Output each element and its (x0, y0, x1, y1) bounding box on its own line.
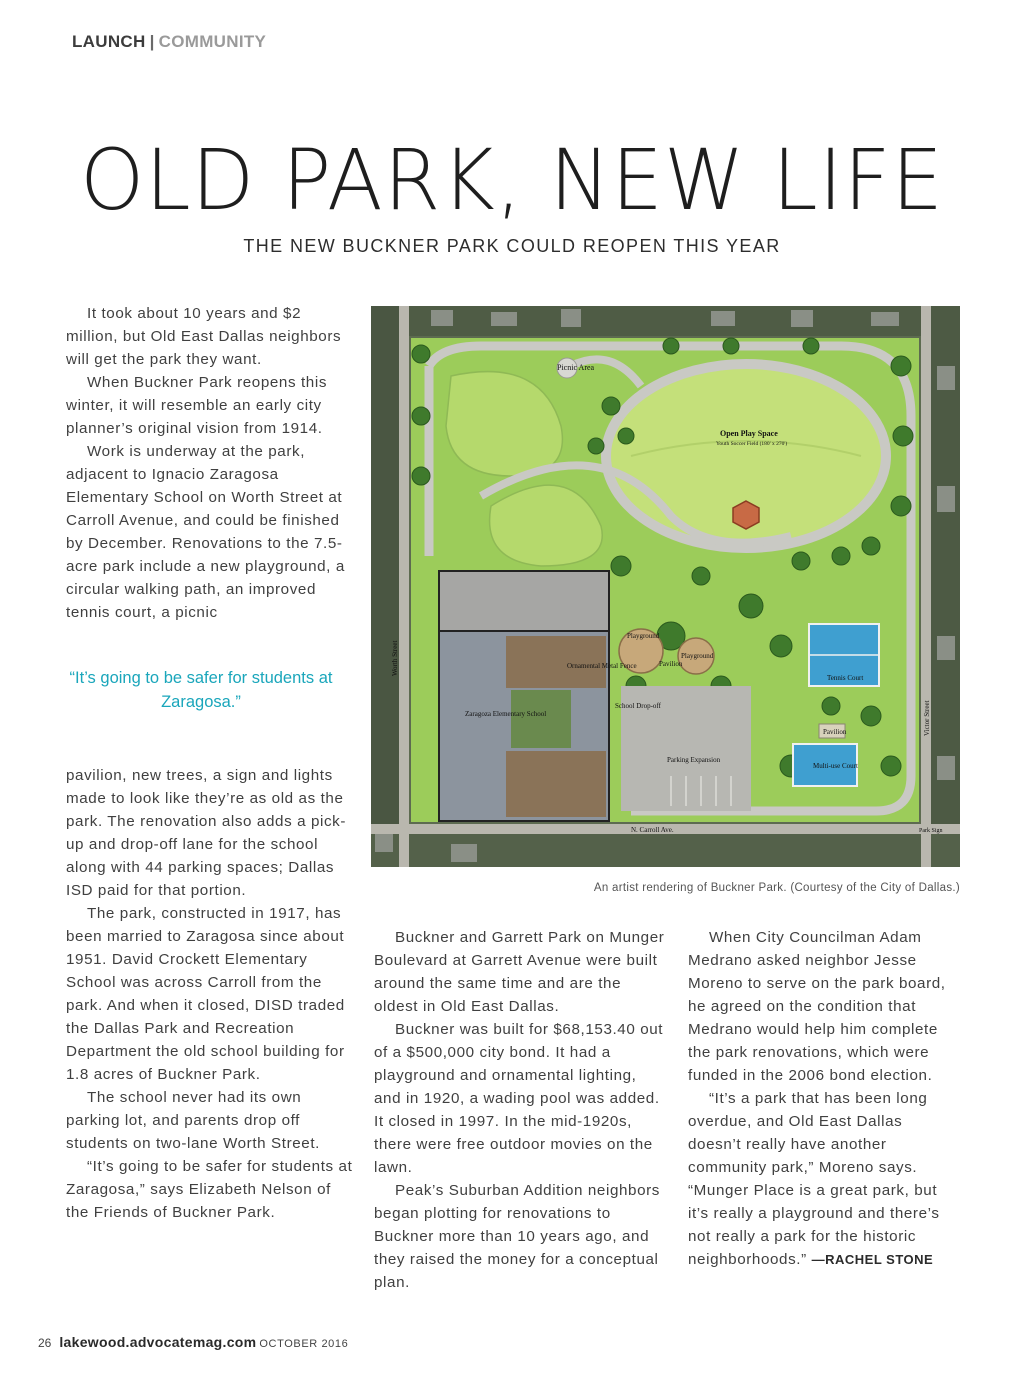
column-3 (688, 926, 958, 1271)
paragraph: It took about 10 years and $2 million, but Old East Dallas neighbors will get the park they want. (66, 305, 342, 368)
paragraph: Buckner and Garrett Park on Munger Boulevard at Garrett Avenue were built around the same time and are the oldest in Old East Dallas. (374, 929, 665, 1015)
map-label-picnic: Picnic Area (557, 363, 595, 372)
paragraph: The park, constructed in 1917, has been married to Zaragosa since about 1951. David Crockett Elementary School was across Carroll from the park. And when it closed, DISD traded the Dallas Park and Recreation Department the old school building for 1.8 acres of Buckner Park. (66, 905, 345, 1083)
map-label-victor: Victor Street (923, 700, 931, 736)
column-1-bottom (66, 764, 356, 1224)
photo-caption: An artist rendering of Buckner Park. (Courtesy of the City of Dallas.) (593, 882, 960, 894)
section-primary: LAUNCH (72, 32, 146, 51)
section-separator: | (149, 32, 155, 51)
map-label-carroll: N. Carroll Ave. (631, 826, 674, 834)
map-label-pavilion: Pavilion (659, 660, 683, 668)
paragraph: Work is underway at the park, adjacent to Ignacio Zaragosa Elementary School on Worth Street at Carroll Avenue, and could be finished by December. Renovations to the 7.5-acre park include a new playground, a circular walking path, an improved tennis court, a picnic (66, 443, 345, 621)
map-label-playground-1: Playground (627, 632, 660, 640)
paragraph: When Buckner Park reopens this winter, it will resemble an early city planner’s original vision from 1914. (66, 374, 328, 437)
paragraph: Buckner was built for $68,153.40 out of a $500,000 city bond. It had a playground and ornamental lighting, and in 1920, a wading pool was added. It closed in 1997. In the mid-1920s, there were free outdoor movies on the lawn. (374, 1021, 664, 1176)
map-label-parking: Parking Expansion (667, 756, 721, 764)
page-footer (38, 1334, 348, 1350)
section-secondary: COMMUNITY (158, 32, 267, 51)
paragraph: “It’s going to be safer for students at Zaragosa,” says Elizabeth Nelson of the Friends of Buckner Park. (66, 1158, 353, 1221)
column-1-top (66, 302, 356, 624)
section-tag (72, 32, 266, 52)
map-label-worth: Worth Street (391, 640, 399, 676)
page-number: 26 (38, 1336, 52, 1350)
subhead: THE NEW BUCKNER PARK COULD REOPEN THIS YEAR (243, 236, 781, 256)
park-rendering (371, 306, 960, 867)
map-label-playground-2: Playground (681, 652, 714, 660)
map-label-open-play: Open Play Space (720, 429, 778, 438)
paragraph: When City Councilman Adam Medrano asked neighbor Jesse Moreno to serve on the park board, he agreed on the condition that Medrano would help him complete the park renovations, which were funded in the 2006 bond election. (688, 929, 946, 1084)
paragraph: pavilion, new trees, a sign and lights made to look like they’re as old as the park. The renovation also adds a pick-up and drop-off lane for the school along with 44 parking spaces; Dallas ISD paid for that portion. (66, 767, 347, 899)
map-label-open-play-sub: Youth Soccer Field (180' x 270') (716, 441, 788, 447)
column-2 (374, 926, 666, 1294)
map-label-school: Zaragoza Elementary School (465, 710, 547, 718)
paragraph-text: “It’s a park that has been long overdue, and Old East Dallas doesn’t really have another community park,” Moreno says. “Munger Place is a great park, but it’s really a playground and there’s not really a park for the historic neighborhoods.” (688, 1090, 940, 1268)
map-label-multiuse: Multi-use Court (813, 762, 858, 770)
paragraph: Peak’s Suburban Addition neighbors began plotting for renovations to Buckner more than 10 years ago, and they raised the money for a conceptual plan. (374, 1182, 660, 1291)
map-label-fence: Ornamental Metal Fence (567, 662, 637, 670)
map-label-park-sign: Park Sign (919, 828, 943, 834)
map-label-dropoff: School Drop-off (615, 702, 661, 710)
footer-issue-date: OCTOBER 2016 (259, 1338, 349, 1350)
map-label-tennis: Tennis Court (827, 674, 864, 682)
map-label-pavilion-2: Pavilion (823, 728, 847, 736)
park-map-illustration (371, 306, 960, 867)
headline: OLD PARK, NEW LIFE (80, 131, 944, 229)
pull-quote: “It’s going to be safer for students at Zaragosa.” (69, 669, 333, 711)
paragraph (688, 1087, 958, 1271)
footer-site-url: lakewood.advocatemag.com (59, 1334, 257, 1350)
byline: —RACHEL STONE (811, 1252, 934, 1267)
paragraph: The school never had its own parking lot, and parents drop off students on two-lane Worth Street. (66, 1089, 320, 1152)
